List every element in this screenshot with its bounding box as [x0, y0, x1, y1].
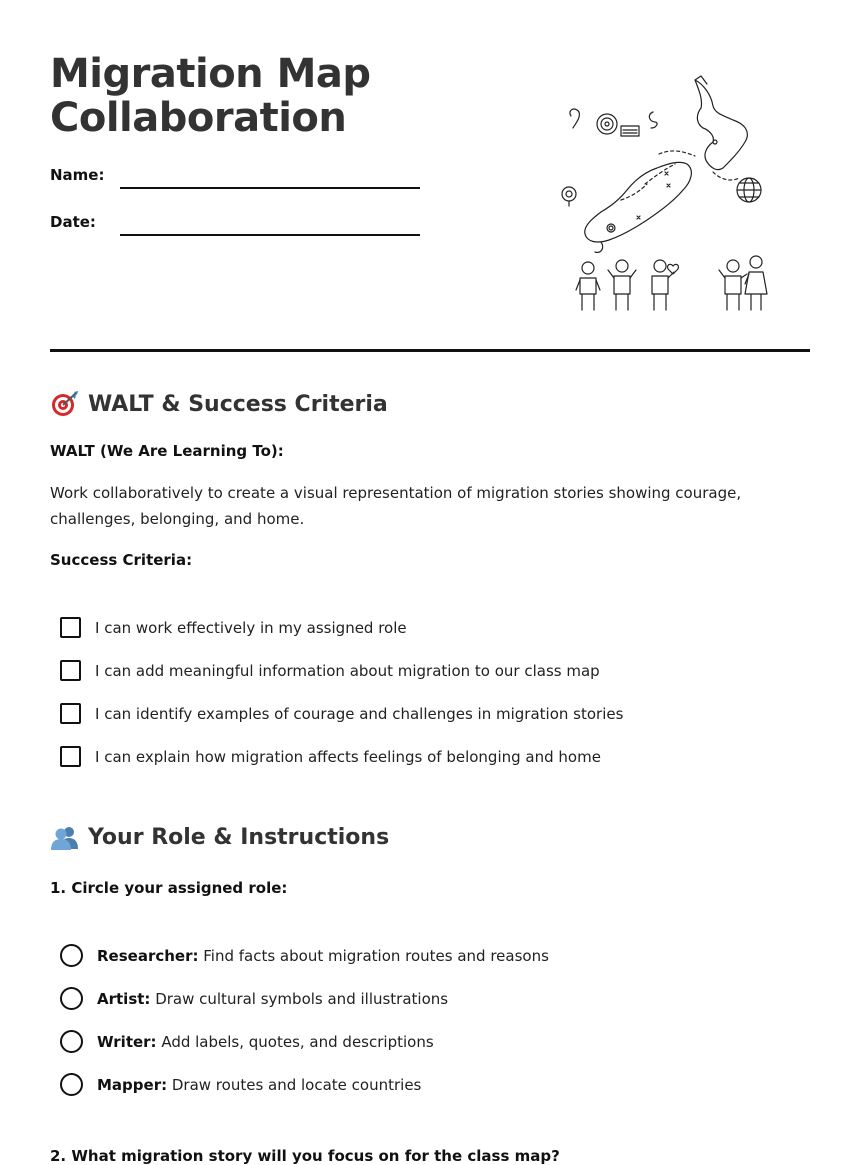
- worksheet-title: [50, 52, 371, 140]
- criteria-text: I can add meaningful information about migration to our class map: [95, 661, 600, 680]
- role-heading: [50, 823, 389, 851]
- role-desc: Draw routes and locate countries: [167, 1075, 422, 1094]
- role-name: Mapper:: [97, 1075, 168, 1094]
- role-name: Researcher:: [97, 946, 199, 965]
- criteria-checkbox[interactable]: [60, 703, 81, 724]
- role-label: [97, 1033, 434, 1051]
- title-line-1: Migration Map: [50, 51, 371, 97]
- nz-migration-illustration: [555, 72, 775, 317]
- role-name: Writer:: [97, 1032, 157, 1051]
- walt-label: WALT (We Are Learning To):: [50, 442, 284, 460]
- role-radio[interactable]: [60, 944, 83, 967]
- people-icon: [50, 823, 80, 851]
- story-question: 2. What migration story will you focus on for the class map?: [50, 1147, 560, 1165]
- criteria-text: I can identify examples of courage and challenges in migration stories: [95, 704, 624, 723]
- date-field-line[interactable]: [120, 234, 420, 236]
- role-option-researcher[interactable]: [60, 944, 549, 967]
- role-question: 1. Circle your assigned role:: [50, 879, 288, 897]
- target-dart-icon: [50, 390, 80, 418]
- success-criteria-label: Success Criteria:: [50, 551, 193, 569]
- role-desc: Add labels, quotes, and descriptions: [156, 1032, 434, 1051]
- role-radio[interactable]: [60, 1030, 83, 1053]
- role-label: [97, 947, 549, 965]
- name-label: Name:: [50, 166, 105, 184]
- walt-text: Work collaboratively to create a visual representation of migration stories showing courage, challenges, belonging, and home.: [50, 484, 742, 528]
- role-desc: Find facts about migration routes and reasons: [198, 946, 549, 965]
- criteria-text: I can work effectively in my assigned role: [95, 618, 407, 637]
- criteria-item: [60, 703, 623, 724]
- name-field-line[interactable]: [120, 187, 420, 189]
- role-heading-text: Your Role & Instructions: [88, 824, 390, 850]
- criteria-checkbox[interactable]: [60, 746, 81, 767]
- criteria-text: I can explain how migration affects feelings of belonging and home: [95, 747, 601, 766]
- walt-heading: [50, 390, 388, 418]
- header-divider: [50, 349, 810, 352]
- criteria-item: [60, 660, 600, 681]
- criteria-checkbox[interactable]: [60, 617, 81, 638]
- role-name: Artist:: [97, 989, 151, 1008]
- title-line-2: Collaboration: [50, 95, 347, 141]
- role-radio[interactable]: [60, 987, 83, 1010]
- criteria-checkbox[interactable]: [60, 660, 81, 681]
- role-label: [97, 1076, 421, 1094]
- role-option-writer[interactable]: [60, 1030, 434, 1053]
- role-radio[interactable]: [60, 1073, 83, 1096]
- role-desc: Draw cultural symbols and illustrations: [150, 989, 449, 1008]
- date-label: Date:: [50, 213, 96, 231]
- criteria-item: [60, 617, 407, 638]
- criteria-item: [60, 746, 601, 767]
- role-label: [97, 990, 448, 1008]
- role-option-mapper[interactable]: [60, 1073, 421, 1096]
- walt-heading-text: WALT & Success Criteria: [88, 391, 388, 417]
- role-option-artist[interactable]: [60, 987, 448, 1010]
